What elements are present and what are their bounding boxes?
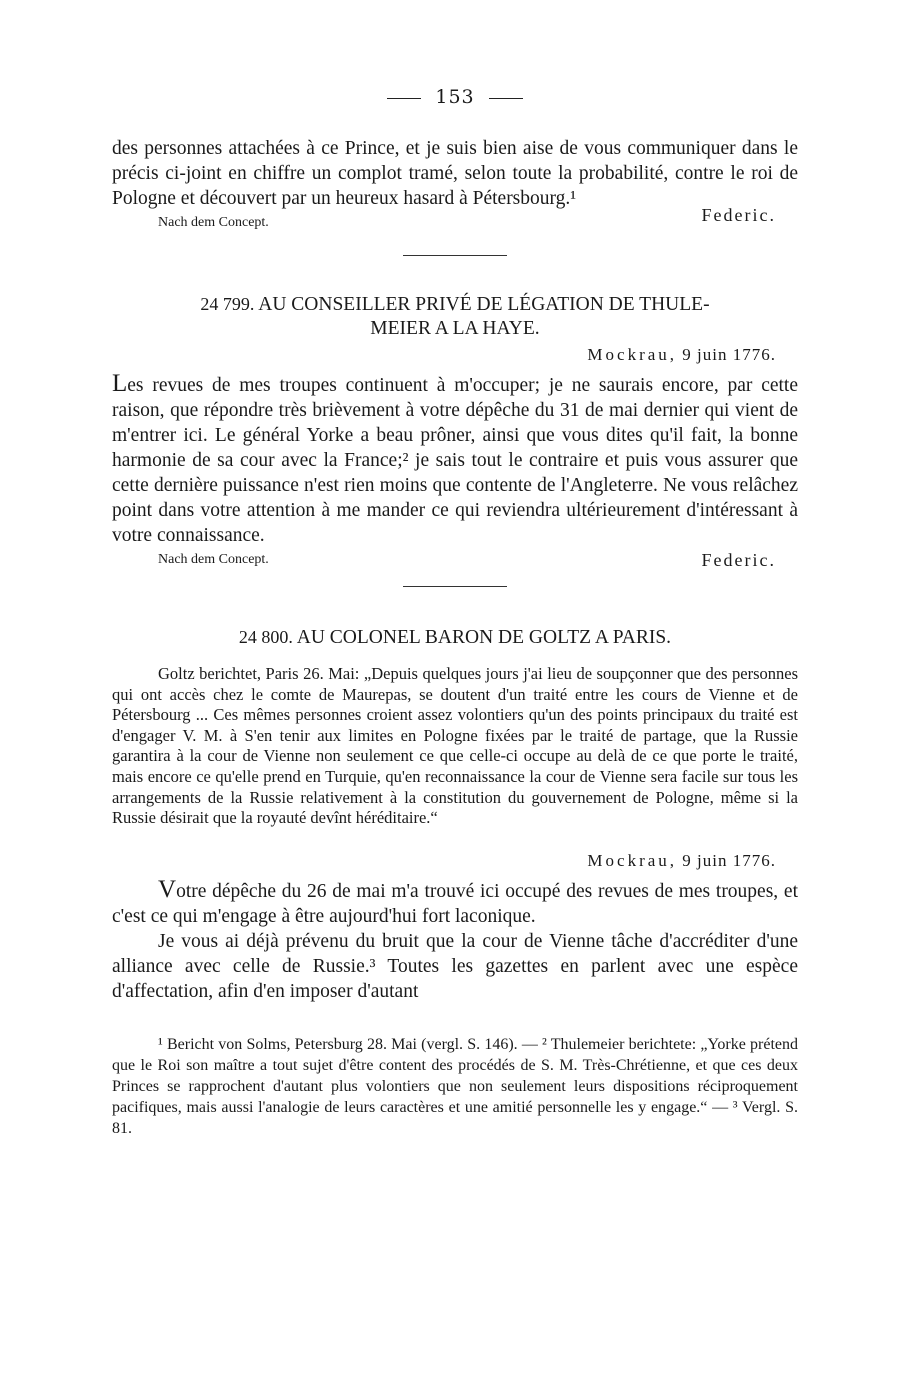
letter-footer bbox=[112, 548, 798, 578]
signature: Federic. bbox=[701, 550, 776, 570]
page-number: 153 bbox=[435, 86, 475, 108]
prev-letter-footer bbox=[112, 205, 798, 241]
footnotes: ¹ Bericht von Solms, Petersburg 28. Mai (vergl. S. 146). — ² Thulemeier berichtete: „Yorke prétend que le Roi son maître a tout sujet d'être content des procédés de S. M. Très-Chrétienne, et que ces deux Princes se rapprochent d'autant plus volontiers que non seulement leurs dispositions réciproquement pacifiques, mais aussi l'analogie de leurs caractères et une amitié personnelle les y engage.“ — ³ Vergl. S. 81. bbox=[112, 1035, 798, 1137]
dateline-place: Mockrau, bbox=[587, 850, 678, 870]
letter-paragraph-text: es revues de mes troupes continuent à m'occuper; je ne saurais encore, par cette raison, que répondre très brièvement à votre dépêche du 31 de mai dernier qui vient de m'entrer ici. Le général Yorke a beau prôner, ainsi que vous dites qu'il fait, la bonne harmonie de sa cour avec la France;² je sais tout le contraire et puis vous assurer que cette dernière puissance n'est rien moins que contente de l'Angleterre. Ne vous relâchez point dans votre attention à me mander ce qui reviendra ultérieurement d'intéressant à votre connaissance. bbox=[112, 375, 798, 546]
report-summary: Goltz berichtet, Paris 26. Mai: „Depuis quelques jours j'ai lieu de soupçonner que des personnes qui ont accès chez le comte de Maurepas, se doutent d'un traité entre les cours de Vienne et de Pétersbourg ... Ces mêmes personnes croient assez volontiers qu'un des points principaux du traité est d'engager V. M. à S'en tenir aux limites en Pologne fixées par le traité de partage, que la Russie garantira à la cour de Vienne non seulement ce que celle-ci occupe au delà de ce que porte le traité, mais encore ce qu'elle prend en Turquie, qu'en reconnaissance la cour de Vienne sera facile sur tous les arrangements de la Russie relativement à la constitution du gouvernement de Pologne, même si la Russie désirait que la royauté devînt héréditaire.“ bbox=[112, 664, 798, 828]
dateline-date: 9 juin 1776. bbox=[682, 850, 776, 870]
section-divider bbox=[403, 255, 507, 256]
source-note: Nach dem Concept. bbox=[158, 552, 269, 567]
drop-cap: V bbox=[158, 875, 177, 903]
letter-heading-line1: AU CONSEILLER PRIVÉ DE LÉGATION DE THULE- bbox=[258, 294, 710, 315]
signature: Federic. bbox=[701, 205, 776, 225]
header-dash-right bbox=[489, 98, 523, 99]
letter-heading-line2: MEIER A LA HAYE. bbox=[370, 318, 540, 339]
header-dash-left bbox=[387, 98, 421, 99]
letter-heading-24800 bbox=[112, 625, 798, 650]
dateline-date: 9 juin 1776. bbox=[682, 345, 776, 364]
page-header bbox=[112, 86, 798, 110]
dateline bbox=[112, 851, 776, 871]
dateline-place: Mockrau, bbox=[587, 345, 678, 364]
letter-paragraph-text: otre dépêche du 26 de mai m'a trouvé ici occupé des revues de mes troupes, et c'est ce qui m'engage à être aujourd'hui fort laconique. bbox=[112, 880, 798, 927]
dateline bbox=[112, 345, 776, 365]
letter-number: 24 799. bbox=[200, 294, 255, 314]
letter-paragraph bbox=[112, 877, 798, 929]
page bbox=[112, 86, 798, 1139]
section-divider bbox=[403, 586, 507, 587]
letter-paragraph: Je vous ai déjà prévenu du bruit que la cour de Vienne tâche d'accréditer d'une alliance avec celle de Russie.³ Toutes les gazettes en parlent avec une espèce d'affectation, afin d'en imposer d'autant bbox=[112, 930, 798, 1002]
letter-number: 24 800. bbox=[238, 627, 293, 647]
letter-heading: AU COLONEL BARON DE GOLTZ A PARIS. bbox=[296, 627, 672, 648]
letter-heading-24799 bbox=[112, 292, 798, 341]
source-note: Nach dem Concept. bbox=[158, 215, 269, 230]
prev-letter-paragraph: des personnes attachées à ce Prince, et je suis bien aise de vous communiquer dans le précis ci-joint en chiffre un complot tramé, selon toute la probabilité, contre le roi de Pologne et découvert par un heureux hasard à Pétersbourg.¹ bbox=[112, 138, 798, 209]
letter-paragraph bbox=[112, 371, 798, 548]
drop-cap: L bbox=[112, 370, 128, 397]
